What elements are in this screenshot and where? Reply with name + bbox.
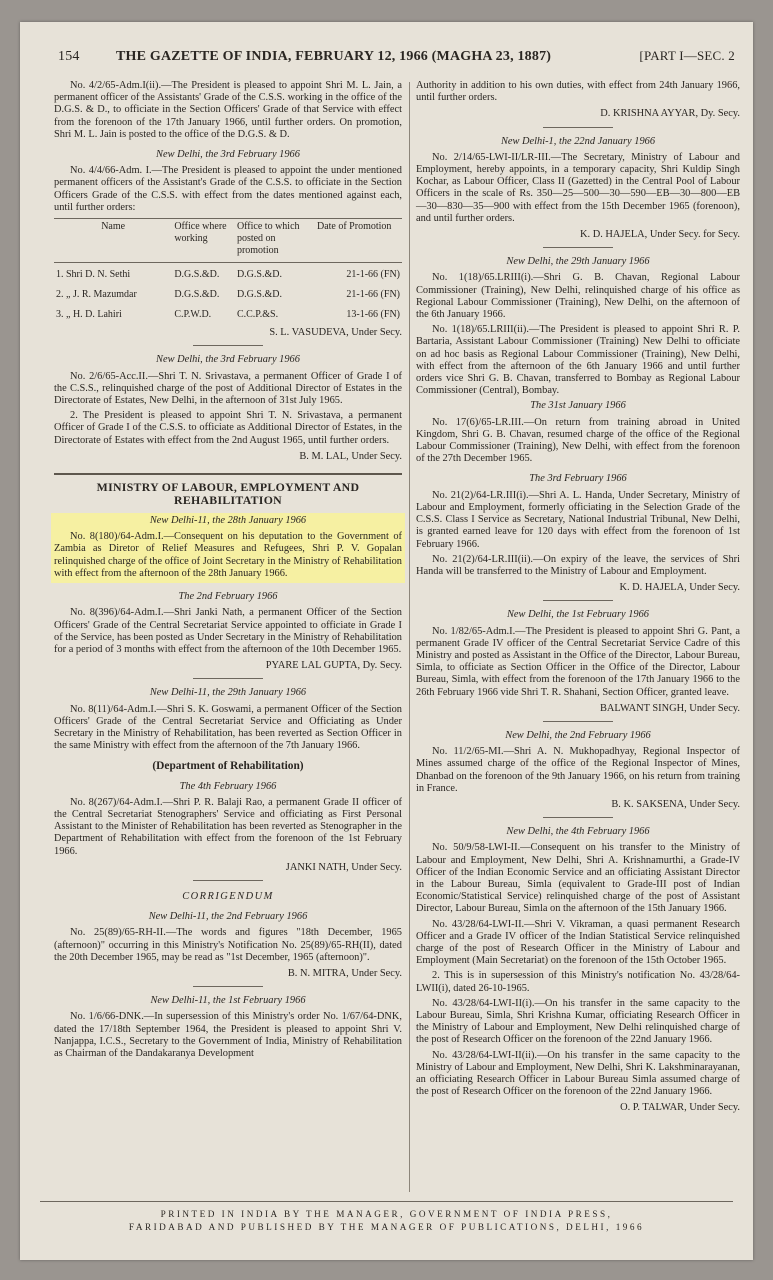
signature: K. D. HAJELA, Under Secy. for Secy. xyxy=(580,229,740,241)
gazette-title: THE GAZETTE OF INDIA, FEBRUARY 12, 1966 (MAGHA 23, 1887) xyxy=(116,49,552,64)
divider xyxy=(193,678,263,679)
printer-imprint xyxy=(40,1201,733,1234)
table-cell: D.G.S.&D. xyxy=(236,268,282,280)
table-cell: D.G.S.&D. xyxy=(174,268,220,280)
department-heading: (Department of Rehabilitation) xyxy=(152,760,304,773)
table-cell: 21-1-66 (FN) xyxy=(346,268,400,280)
dateline: New Delhi-1, the 22nd January 1966 xyxy=(500,135,656,147)
notification: No. 1/6/66-DNK.—In supersession of this Ministry's order No. 1/67/64-DNK, dated the 17/18th September 1964, the President is pleased to appoint Shri V. Nanjappa, I.C.S., Secretary to the Government of India, Ministry of Rehabilitation as Chairman of the Dandakaranya Development xyxy=(54,1011,402,1059)
divider xyxy=(193,880,263,881)
notification: No. 1(18)/65.LRIII(ii).—The President is pleased to appoint Shri R. P. Bartaria, Assistant Labour Commissioner (Training) New Delhi to officiate on ad hoc basis as Regional Labour Commissioner (Training), New Delhi, with effect from the afternoon of the 6th January 1966 and until further orders vice Shri G. B. Chavan, transferred to Bombay as Regional Labour Commissioner (Central), Bombay. xyxy=(416,324,740,397)
divider xyxy=(193,986,263,987)
table-cell: 21-1-66 (FN) xyxy=(346,288,400,300)
dateline: New Delhi, the 4th February 1966 xyxy=(506,826,650,838)
dateline: New Delhi-11, the 1st February 1966 xyxy=(150,995,306,1007)
notification: No. 8(11)/64-Adm.I.—Shri S. K. Goswami, a permanent Officer of the Section Officers' Grade of the Central Secretariat Service and Officiating as Under Secretary in the Ministry of Rehabilitation, has been reverted as Section Officer in the same Ministry with effect from the afternoon of the 7th January 1966. xyxy=(54,703,402,752)
notification: No. 8(180)/64-Adm.I.—Consequent on his deputation to the Government of Zambia as Diretor of Relief Measures and Refugees, Shri P. V. Gopalan relinquished charge of the office of Joint Secretary in the Ministry of Rehabilitation with effect from the afternoon of the 28th January 1966. xyxy=(54,531,402,579)
notification: No. 8(396)/64-Adm.I.—Shri Janki Nath, a permanent Officer of the Section Officers' Grade of the Central Secretariat Service appointed to officiate in Grade I of the Service, has been posted as Under Secretary in the Ministry of Rehabilitation for a period of 3 months with effect from the afternoon of the 10th December 1965. xyxy=(54,607,402,655)
table-header-row xyxy=(54,219,402,263)
signature: B. N. MITRA, Under Secy. xyxy=(287,967,402,979)
notification: No. 1/82/65-Adm.I.—The President is pleased to appoint Shri G. Pant, a permanent Grade IV officer of the Central Secretariat Service Cadre of this Ministry and posted as Assistant in the Office of the Director, Labour Bureau, Simla, to officiate as Section Officer in the Office of the Director, Labour Bureau, Simla, with effect from the forenoon of the 17th January 1966 to the 26th February 1966 vide Shri T. R. Shahani, Section Officer, granted leave. xyxy=(416,625,740,698)
divider xyxy=(543,127,613,128)
page-header xyxy=(58,48,735,65)
signature: JANKI NATH, Under Secy. xyxy=(285,861,402,873)
page-number: 154 xyxy=(58,49,80,64)
table-cell: C.C.P.&S. xyxy=(236,309,279,321)
signature: B. M. LAL, Under Secy. xyxy=(299,450,402,462)
signature: O. P. TALWAR, Under Secy. xyxy=(620,1102,740,1114)
table-cell: 13-1-66 (FN) xyxy=(346,309,400,321)
dateline: The 31st January 1966 xyxy=(530,400,626,412)
notification: No. 2/14/65-LWI-II/LR-III.—The Secretary, Ministry of Labour and Employment, hereby appoints, in a temporary capacity, Shri Kuldip Singh Kochar, as Labour Officer, Class II (Gazetted) in the Central Pool of Labour Officers in the scale of Rs. 350—25—500—30—590—EB—30—800—EB—30—830—35—900 with effect from the 15th December 1965 (forenoon), and until further orders. xyxy=(416,151,740,224)
table-row xyxy=(54,303,402,323)
dateline: New Delhi-11, the 28th January 1966 xyxy=(149,515,307,527)
column-header: Name xyxy=(54,219,172,263)
highlighted-notification xyxy=(51,513,405,583)
notification: No. 43/28/64-LWI-II(i).—On his transfer in the same capacity to the Labour Bureau, Simla, Shri Krishna Kumar, officiating Research Officer in the Ministry of Labour and Employment, New Delhi relinquished charge of the post of Research Officer on the forenoon of the 22nd January 1966. xyxy=(416,997,740,1046)
signature: BALWANT SINGH, Under Secy. xyxy=(599,702,740,714)
notification: Authority in addition to his own duties, with effect from 24th January 1966, until further orders. xyxy=(416,80,740,104)
notification: No. 2/6/65-Acc.II.—Shri T. N. Srivastava, a permanent Officer of Grade I of the C.S.S., relinquished charge of the post of Additional Director of Estates in the Directorate of Estates, New Delhi, in the afternoon of 31st July 1965. xyxy=(54,370,402,407)
signature: D. KRISHNA AYYAR, Dy. Secy. xyxy=(600,108,740,120)
right-column xyxy=(416,80,740,1121)
divider xyxy=(543,817,613,818)
table-cell: D.G.S.&D. xyxy=(174,288,220,300)
notification: No. 4/4/66-Adm. I.—The President is pleased to appoint the under mentioned permanent officers of the Assistant's Grade of the C.S.S. to officiate in the Section Officers Grade of the C.S.S. with effect from the dates mentioned against each, until further orders: xyxy=(54,165,402,213)
notification: No. 43/28/64-LWI-II.—Shri V. Vikraman, a quasi permanent Research Officer and a Grade IV officer of the Indian Statistical Service relinquished charge of the post of Research Officer in the Ministry of Labour and Employment (Main Secretariat) on the forenoon of the 15th October 1965. xyxy=(416,918,740,967)
notification: No. 25(89)/65-RH-II.—The words and figures "18th December, 1965 (afternoon)" occurring in this Ministry's Notification No. 25(89)/65-RH(II), dated the 20th December 1965, may be read as "1st December, 1965 (afternoon)". xyxy=(54,927,402,963)
imprint-line: PRINTED IN INDIA BY THE MANAGER, GOVERNMENT OF INDIA PRESS, xyxy=(160,1209,613,1219)
column-divider xyxy=(409,82,410,1192)
notification: No. 8(267)/64-Adm.I.—Shri P. R. Balaji Rao, a permanent Grade II officer of the Central Secretariat Stenographers' Service and officiating as First Personal Assistant to the Minister of Rehabilitation has been reverted as Stenographer in the Department of Rehabilitation with effect from the forenoon of the 1st February 1966. xyxy=(54,796,402,857)
notification: No. 50/9/58-LWI-II.—Consequent on his transfer to the Ministry of Labour and Employment, New Delhi, Shri A. Krishnamurthi, a Grade-IV Officer of the Indian Economic Service and an officiating Assistant Director in the Labour Bureau, Simla (equivalent to Grade-III post of Indian Economic/Statistical Service) relinquished charge of the post of Assistant Director, Labour Bureau, Simla on the afternoon of the 15th January 1966. xyxy=(416,842,740,915)
dateline: New Delhi, the 1st February 1966 xyxy=(507,609,649,621)
divider xyxy=(543,721,613,722)
dateline: New Delhi, the 3rd February 1966 xyxy=(156,354,300,366)
signature: S. L. VASUDEVA, Under Secy. xyxy=(269,327,402,339)
table-cell: C.P.W.D. xyxy=(174,309,212,321)
signature: PYARE LAL GUPTA, Dy. Secy. xyxy=(265,660,402,672)
notification: No. 11/2/65-MI.—Shri A. N. Mukhopadhyay, Regional Inspector of Mines assumed charge of the office of the Regional Inspector of Mines, Dhanbad on the forenoon of the 9th January 1966, on his return from training in France. xyxy=(416,746,740,794)
table-cell: 1. Shri D. N. Sethi xyxy=(56,268,131,280)
column-header: Date of Promotion xyxy=(315,219,402,263)
dateline: New Delhi-11, the 29th January 1966 xyxy=(149,687,307,699)
dateline: The 4th February 1966 xyxy=(179,780,277,792)
dateline: New Delhi-11, the 2nd February 1966 xyxy=(148,911,308,923)
divider xyxy=(543,247,613,248)
dateline: The 2nd February 1966 xyxy=(178,591,278,603)
table-cell: 3. „ H. D. Lahiri xyxy=(56,309,122,321)
ministry-heading: MINISTRY OF LABOUR, EMPLOYMENT AND REHABILITATION xyxy=(96,480,360,508)
part-section: [PART I—SEC. 2 xyxy=(639,48,735,63)
corrigendum-heading: CORRIGENDUM xyxy=(182,890,274,902)
notification: 2. The President is pleased to appoint Shri T. N. Srivastava, a permanent Officer of Grade I of the C.S.S. to officiate as Additional Director of Estates, in the Directorate of Estates with effect from the 2nd August 1965, until further orders. xyxy=(54,410,402,446)
signature: K. D. HAJELA, Under Secy. xyxy=(619,582,740,594)
notification: No. 1(18)/65.LRIII(i).—Shri G. B. Chavan, Regional Labour Commissioner (Training), New Delhi, relinquished charge of his office as Regional Labour Commissioner (Training), New Delhi, on the afternoon of the 6th January 1966. xyxy=(416,272,740,321)
dateline: New Delhi, the 29th January 1966 xyxy=(506,256,650,268)
dateline: New Delhi, the 2nd February 1966 xyxy=(505,729,651,741)
imprint-line: FARIDABAD AND PUBLISHED BY THE MANAGER OF PUBLICATIONS, DELHI, 1966 xyxy=(128,1222,645,1232)
table-row xyxy=(54,262,402,283)
notification: No. 43/28/64-LWI-II(ii).—On his transfer in the same capacity to the Ministry of Labour and Employment, New Delhi, Shri K. Lakshminarayanan, an officiating Research Officer in Labour Bureau Simla assumed charge of the post of Research Officer on the forenoon of the 22nd January 1966. xyxy=(416,1049,740,1098)
left-column xyxy=(54,80,402,1063)
dateline: New Delhi, the 3rd February 1966 xyxy=(156,149,300,161)
table-cell: D.G.S.&D. xyxy=(236,288,282,300)
signature: B. K. SAKSENA, Under Secy. xyxy=(611,798,740,810)
column-header: Office where working xyxy=(172,219,235,263)
notification: 2. This is in supersession of this Ministry's notification No. 43/28/64-LWII(i), dated 26-10-1965. xyxy=(416,970,740,994)
divider xyxy=(193,345,263,346)
section-divider xyxy=(54,473,402,475)
notification: No. 17(6)/65-LR.III.—On return from training abroad in United Kingdom, Shri G. B. Chavan, resumed charge of the office of the Regional Labour Commissioner (Training), New Delhi, with effect from the forenoon of the 27th December 1965. xyxy=(416,416,740,465)
table-cell: 2. „ J. R. Mazumdar xyxy=(56,288,137,300)
column-header: Office to which posted on promotion xyxy=(235,219,315,263)
promotion-table xyxy=(54,218,402,323)
table-row xyxy=(54,283,402,303)
divider xyxy=(543,600,613,601)
notification: No. 21(2)/64-LR.III(ii).—On expiry of the leave, the services of Shri Handa will be transferred to the Ministry of Labour and Employment. xyxy=(416,553,740,577)
dateline: The 3rd February 1966 xyxy=(529,473,627,485)
notification: No. 4/2/65-Adm.I(ii).—The President is pleased to appoint Shri M. L. Jain, a permanent officer of the Assistants' Grade of the C.S.S. working in the office of the D.G.S. & D., to officiate in the Section Officers' Grade of that Service with effect from the forenoon of the 17th January 1966, until further orders. On promotion, Shri M. L. Jain is posted to the office of the D.G.S. & D. xyxy=(54,80,402,140)
gazette-page xyxy=(20,22,753,1260)
notification: No. 21(2)/64-LR.III(i).—Shri A. L. Handa, Under Secretary, Ministry of Labour and Employment, formerly officiating in the Selection Grade of the C.S.S. Class I Service as Secretary, National Industrial Tribunal, New Delhi, is granted earned leave for 120 days with effect from the forenoon of 1st February 1966. xyxy=(416,489,740,550)
